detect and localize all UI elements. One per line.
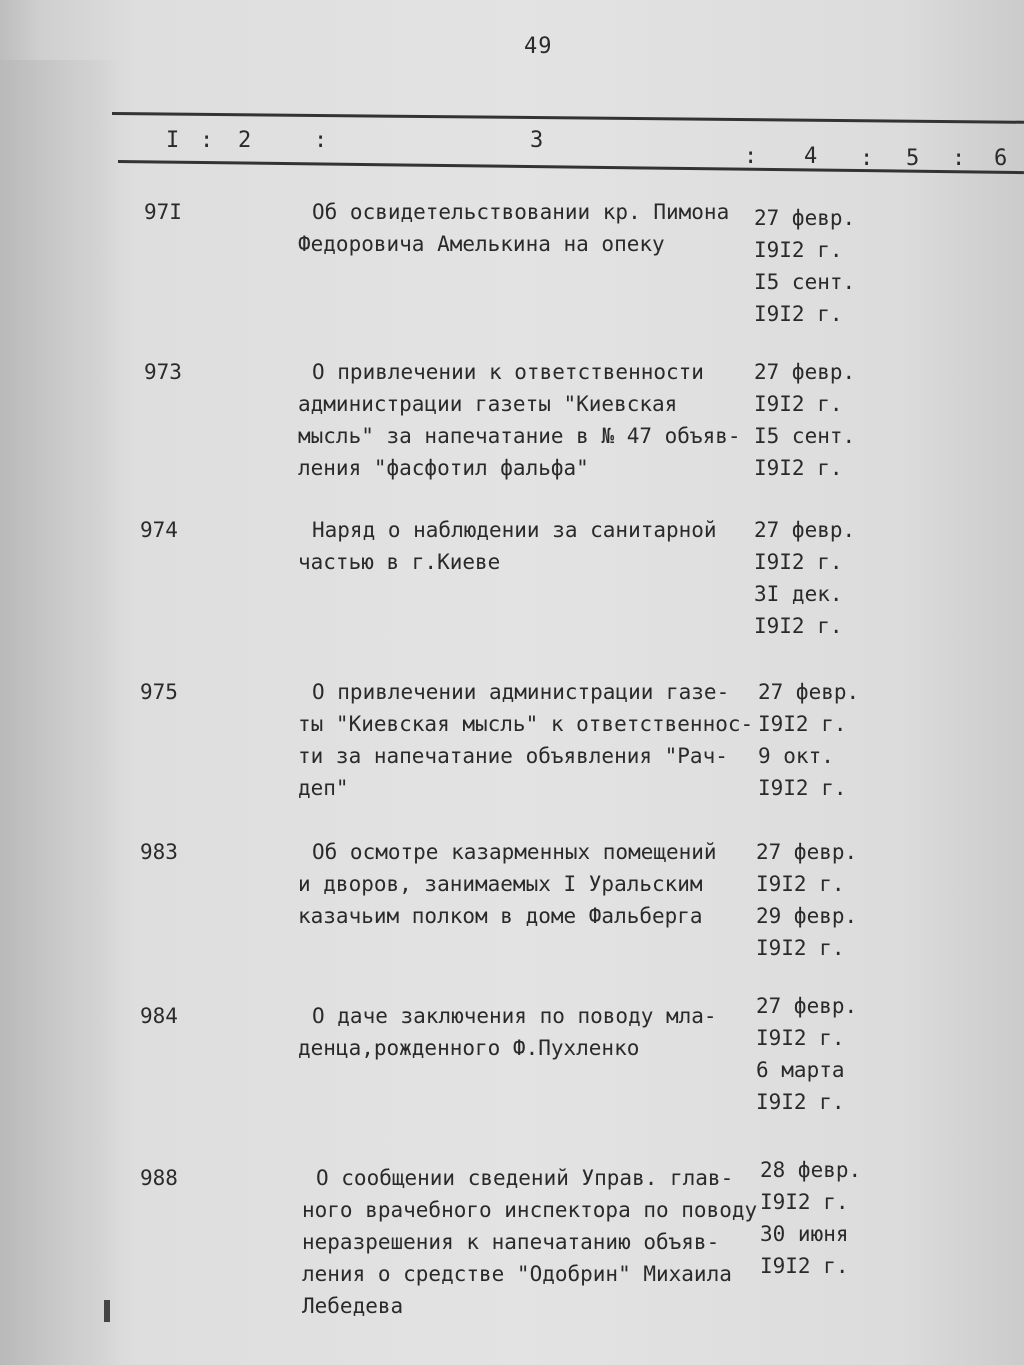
record-number: 983 [140, 840, 178, 864]
record-number: 974 [140, 518, 178, 542]
record-title: Об осмотре казарменных помещений и дворов, занимаемых I Уральским казачьим полком в доме Фальберга [298, 840, 717, 928]
record-dates: 27 февр. I9I2 г. I5 сент. I9I2 г. [754, 360, 856, 480]
column-6-header: 6 [994, 146, 1008, 171]
record-dates: 27 февр. I9I2 г. I5 сент. I9I2 г. [754, 206, 856, 326]
record-title: О даче заключения по поводу мла- денца,рожденного Ф.Пухленко [298, 1004, 717, 1060]
margin-pencil-mark [104, 1300, 110, 1322]
page-binding-shadow [0, 60, 120, 1365]
record-title: Наряд о наблюдении за санитарной частью в г.Киеве [298, 518, 717, 574]
column-2-header: 2 [238, 128, 252, 153]
column-1-header: I [166, 128, 180, 153]
record-number: 988 [140, 1166, 178, 1190]
record-dates: 27 февр. I9I2 г. 6 марта I9I2 г. [756, 994, 858, 1114]
column-header-row [0, 128, 1024, 171]
column-separator: : [744, 144, 758, 169]
record-number: 973 [144, 360, 182, 384]
column-separator: : [200, 128, 214, 153]
column-separator: : [314, 128, 328, 153]
column-separator: : [860, 146, 874, 171]
record-title: О привлечении к ответственности администрации газеты "Киевская мысль" за напечатание в № 47 объяв- ления "фасфотил фальфа" [298, 360, 741, 480]
record-number: 975 [140, 680, 178, 704]
record-dates: 27 февр. I9I2 г. 3I дек. I9I2 г. [754, 518, 856, 638]
record-number: 984 [140, 1004, 178, 1028]
column-separator: : [952, 146, 966, 171]
column-5-header: 5 [906, 146, 920, 171]
page-number: 49 [524, 34, 553, 59]
record-dates: 27 февр. I9I2 г. 9 окт. I9I2 г. [758, 680, 860, 800]
record-number: 97I [144, 200, 182, 224]
record-dates: 28 февр. I9I2 г. 30 июня I9I2 г. [760, 1158, 862, 1278]
record-title: Об освидетельствовании кр. Пимона Федоровича Амелькина на опеку [298, 200, 730, 256]
record-dates: 27 февр. I9I2 г. 29 февр. I9I2 г. [756, 840, 858, 960]
header-rule-bottom [118, 160, 1024, 174]
record-title: О сообщении сведений Управ. глав- ного врачебного инспектора по поводу неразрешения к напечатанию объяв- ления о средстве "Одобрин" Михаила Лебедева [302, 1166, 758, 1318]
column-4-header: 4 [804, 144, 818, 169]
record-title: О привлечении администрации газе- ты "Киевская мысль" к ответственнос- ти за напечатание объявления "Рач- деп" [298, 680, 754, 800]
header-rule-top [112, 112, 1024, 124]
column-3-header: 3 [530, 128, 544, 153]
